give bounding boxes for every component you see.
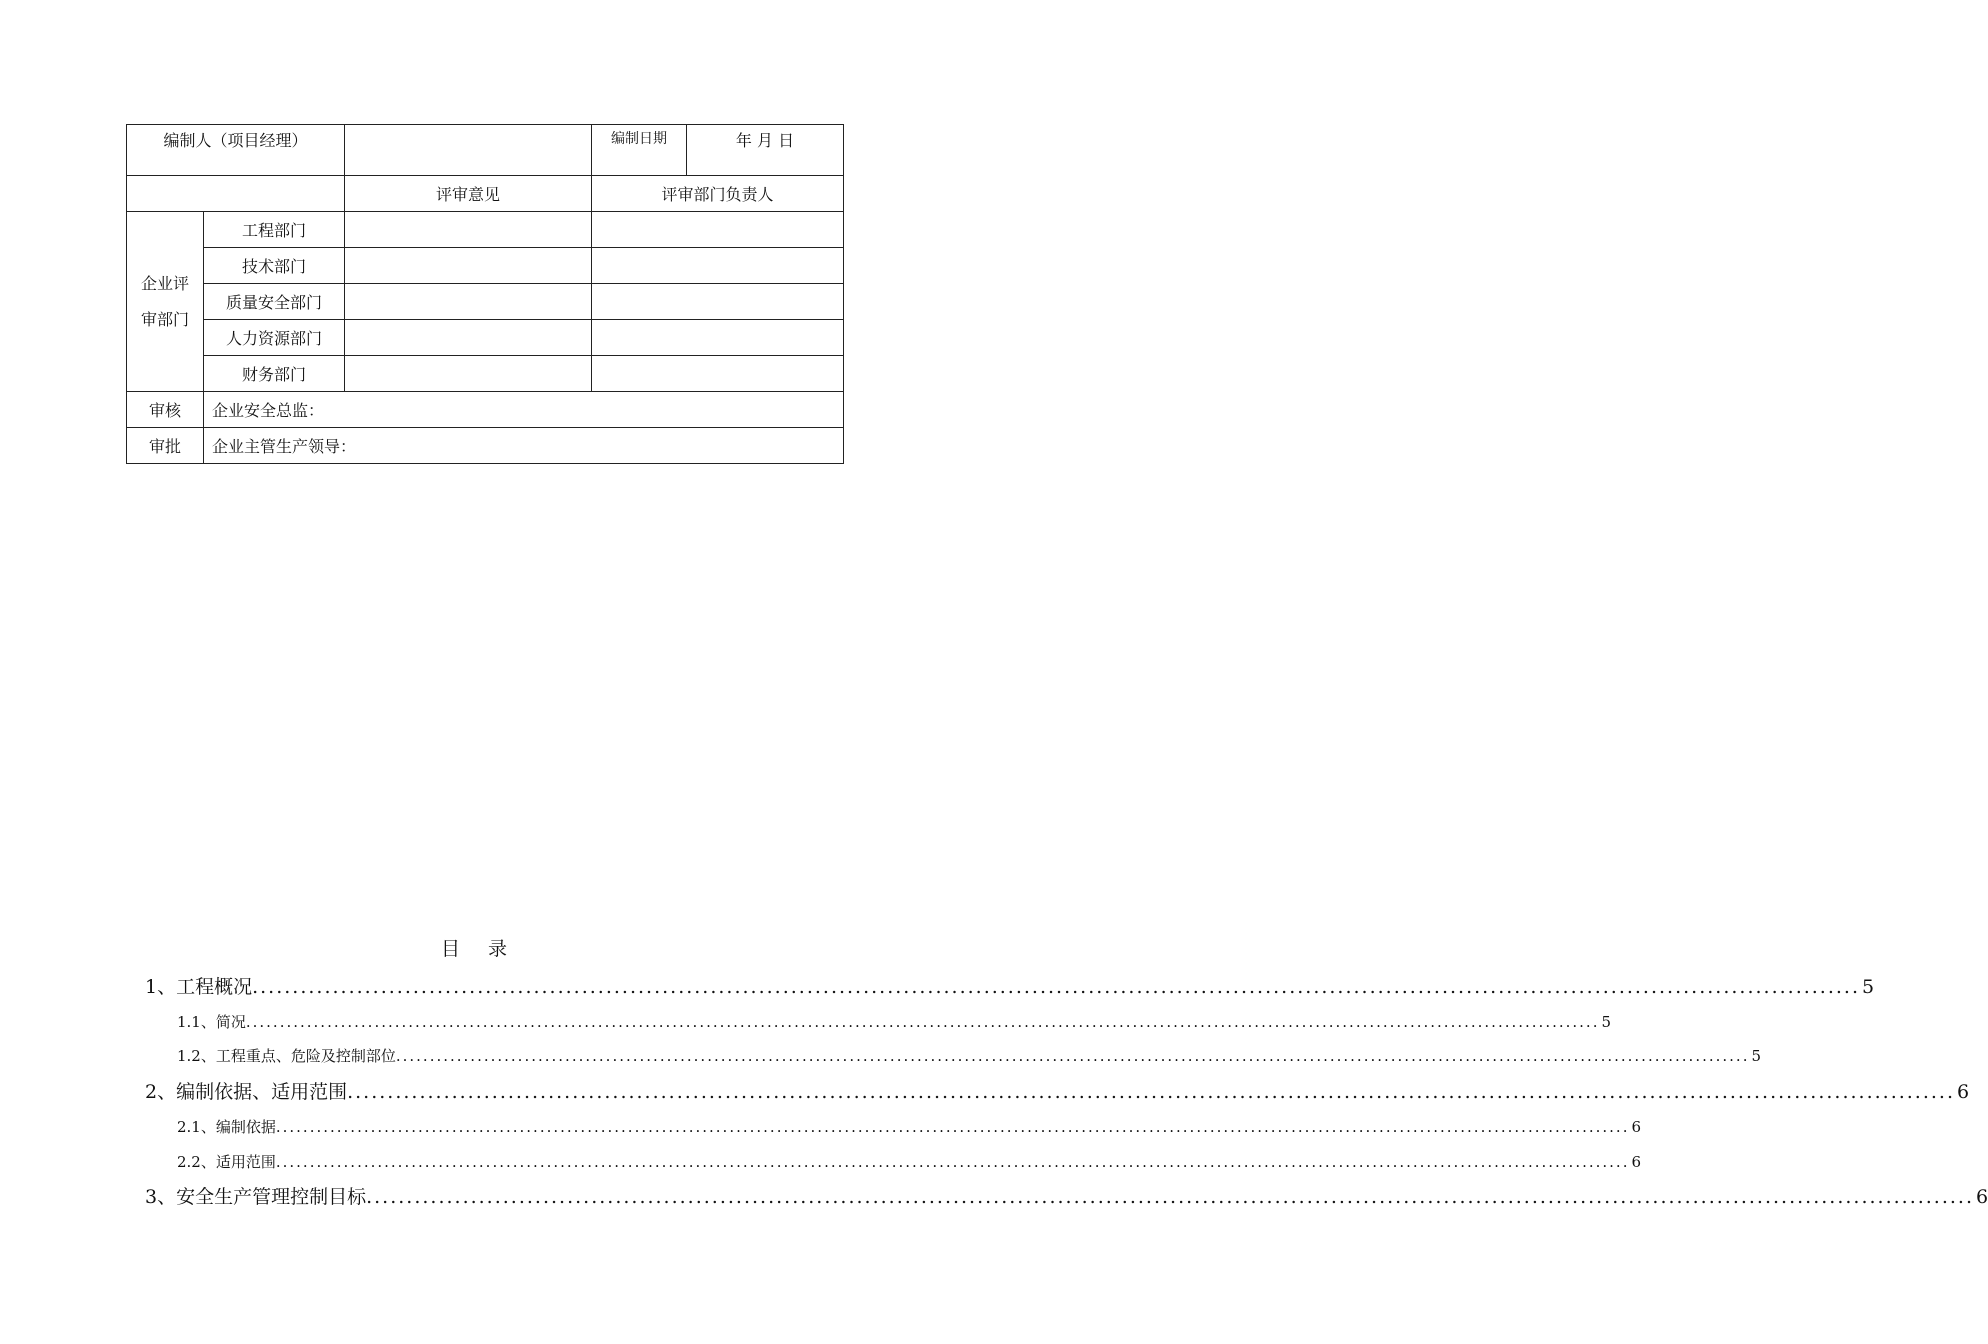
date-value-cell[interactable]: 年 月 日 bbox=[687, 125, 844, 176]
toc-entry-label: 2、编制依据、适用范围 bbox=[145, 1081, 348, 1103]
compiler-value-cell[interactable] bbox=[345, 125, 592, 176]
dept-opinion-cell[interactable] bbox=[345, 284, 592, 320]
dept-name: 工程部门 bbox=[204, 212, 345, 248]
toc-entry-label: 1.1、简况 bbox=[177, 1013, 246, 1031]
dept-owner-cell[interactable] bbox=[592, 320, 844, 356]
audit-value-cell[interactable]: 企业安全总监： bbox=[204, 392, 844, 428]
dept-row bbox=[127, 284, 844, 320]
approve-row bbox=[127, 428, 844, 464]
dept-owner-cell[interactable] bbox=[592, 284, 844, 320]
toc-dot-leader: ........................................................................................................................................................................................................ bbox=[275, 1153, 1630, 1171]
toc-entry-label: 2.2、适用范围 bbox=[177, 1153, 276, 1171]
toc-dot-leader: ........................................................................................................................................................................................................ bbox=[245, 1013, 1600, 1031]
toc-dot-leader: ........................................................................................................................................................................................................ bbox=[395, 1047, 1750, 1065]
toc-entry[interactable] bbox=[145, 1077, 1970, 1104]
toc-entry[interactable] bbox=[177, 1151, 1642, 1172]
review-form-table bbox=[126, 124, 844, 464]
compiler-row bbox=[127, 125, 844, 176]
toc-dot-leader: ........................................................................................................................................................................................................ bbox=[366, 1186, 1975, 1208]
toc-entry-label: 2.1、编制依据 bbox=[177, 1118, 276, 1136]
toc-entry-page: 5 bbox=[1862, 976, 1875, 998]
toc-entry-page: 5 bbox=[1601, 1013, 1612, 1031]
opinion-header: 评审意见 bbox=[345, 176, 592, 212]
toc-title bbox=[0, 934, 950, 961]
toc-entry-label: 3、安全生产管理控制目标 bbox=[145, 1186, 367, 1208]
toc-entry-label: 1、工程概况 bbox=[145, 976, 253, 998]
dept-opinion-cell[interactable] bbox=[345, 248, 592, 284]
toc-entry-page: 6 bbox=[1631, 1153, 1642, 1171]
audit-row bbox=[127, 392, 844, 428]
toc-entry[interactable] bbox=[145, 1182, 1988, 1209]
toc-entry-page: 6 bbox=[1957, 1081, 1970, 1103]
dept-name: 质量安全部门 bbox=[204, 284, 345, 320]
toc-dot-leader: ........................................................................................................................................................................................................ bbox=[347, 1081, 1956, 1103]
dept-row bbox=[127, 248, 844, 284]
toc-title-left: 目 bbox=[440, 938, 462, 960]
toc-entry-page: 6 bbox=[1631, 1118, 1642, 1136]
dept-name: 技术部门 bbox=[204, 248, 345, 284]
approve-label: 审批 bbox=[127, 428, 204, 464]
toc-entry-page: 5 bbox=[1751, 1047, 1762, 1065]
toc-entry[interactable] bbox=[177, 1011, 1612, 1032]
owner-header: 评审部门负责人 bbox=[592, 176, 844, 212]
dept-owner-cell[interactable] bbox=[592, 248, 844, 284]
dept-group-label: 企业评审部门 bbox=[127, 212, 204, 392]
dept-row bbox=[127, 356, 844, 392]
toc-entry-page: 6 bbox=[1976, 1186, 1988, 1208]
audit-label: 审核 bbox=[127, 392, 204, 428]
dept-owner-cell[interactable] bbox=[592, 212, 844, 248]
approve-value-cell[interactable]: 企业主管生产领导： bbox=[204, 428, 844, 464]
dept-row bbox=[127, 320, 844, 356]
toc-entry-label: 1.2、工程重点、危险及控制部位 bbox=[177, 1047, 396, 1065]
toc-entry[interactable] bbox=[145, 972, 1875, 999]
toc-dot-leader: ........................................................................................................................................................................................................ bbox=[275, 1118, 1630, 1136]
dept-opinion-cell[interactable] bbox=[345, 212, 592, 248]
dept-owner-cell[interactable] bbox=[592, 356, 844, 392]
toc-title-right: 录 bbox=[488, 938, 510, 960]
toc-entry[interactable] bbox=[177, 1045, 1762, 1066]
header-row bbox=[127, 176, 844, 212]
dept-name: 财务部门 bbox=[204, 356, 345, 392]
dept-name: 人力资源部门 bbox=[204, 320, 345, 356]
date-label: 编制日期 bbox=[592, 125, 687, 176]
toc-dot-leader: ........................................................................................................................................................................................................ bbox=[252, 976, 1861, 998]
dept-row bbox=[127, 212, 844, 248]
toc-entry[interactable] bbox=[177, 1116, 1642, 1137]
dept-opinion-cell[interactable] bbox=[345, 356, 592, 392]
compiler-label: 编制人（项目经理） bbox=[127, 125, 345, 176]
blank-header-cell bbox=[127, 176, 345, 212]
dept-opinion-cell[interactable] bbox=[345, 320, 592, 356]
